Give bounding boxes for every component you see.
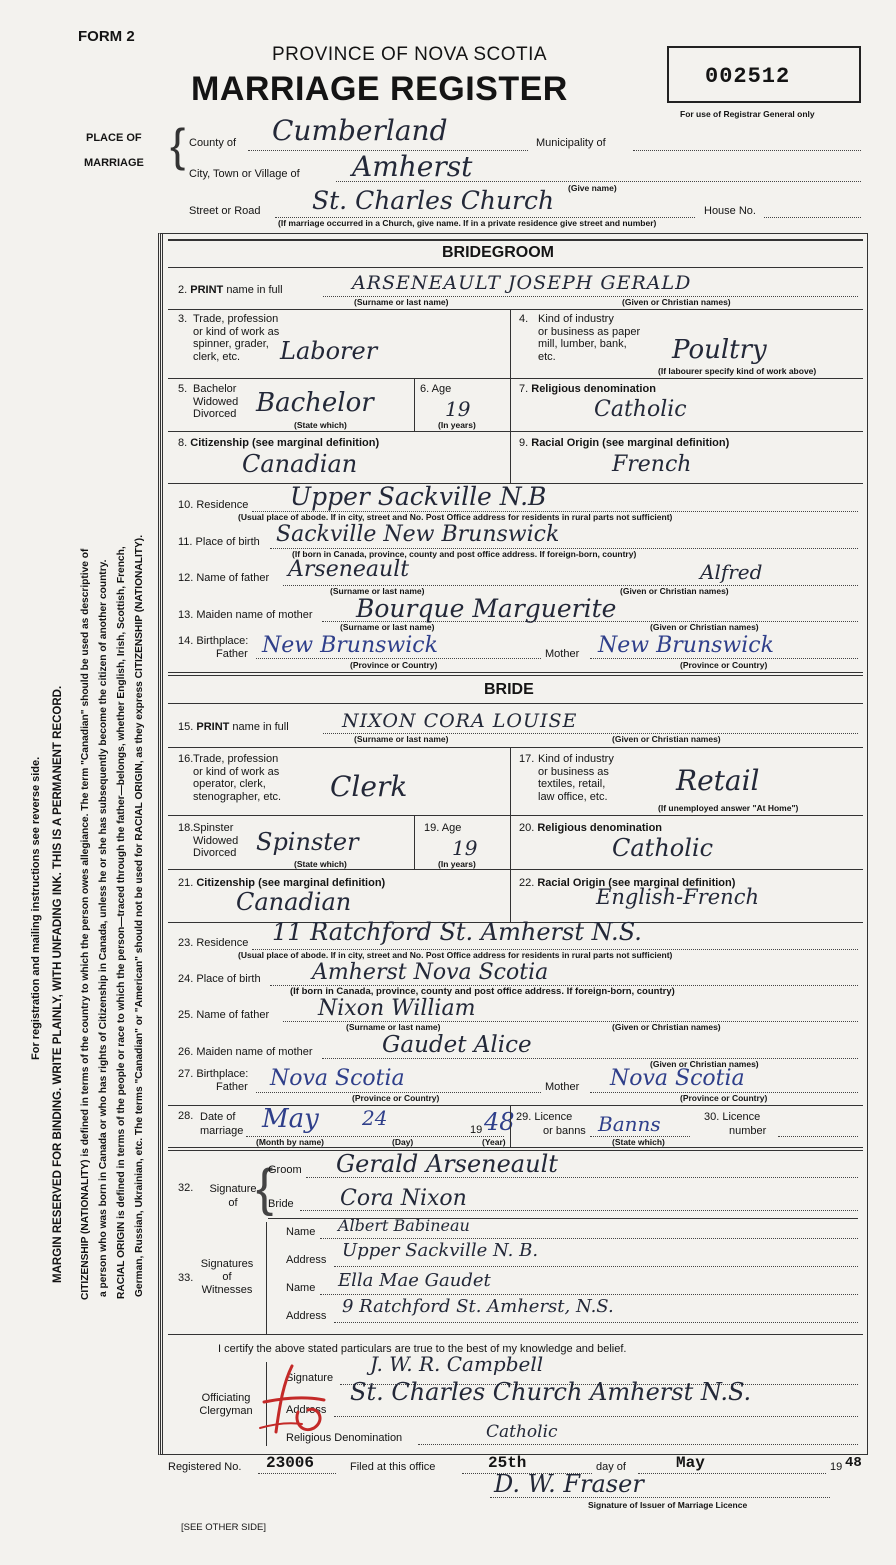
bride-mother-value: Gaudet Alice xyxy=(382,1032,532,1058)
groom-mother-surname-caption: (Surname or last name) xyxy=(340,622,435,632)
groom-birthplace-label: Birthplace: xyxy=(196,635,249,647)
groom-father-surname: Arseneault xyxy=(288,557,410,582)
labourer-note: (If labourer specify kind of work above) xyxy=(658,366,817,376)
bride-industry-value: Retail xyxy=(676,764,760,797)
bride-in-years: (In years) xyxy=(438,859,476,869)
groom-age-label: Age xyxy=(431,383,452,395)
bride-f16-num: 16. xyxy=(178,753,194,765)
give-name-caption: (Give name) xyxy=(568,183,617,193)
bride-mother-word: Mother xyxy=(545,1081,580,1093)
bride-residence-label: Residence xyxy=(196,937,249,949)
groom-given-caption: (Given or Christian names) xyxy=(622,297,731,307)
bride-religion-value: Catholic xyxy=(612,834,714,862)
bride-f18-line1: Spinster xyxy=(193,822,234,834)
date-label-1: Date of xyxy=(200,1111,236,1123)
clergy-signature: J. W. R. Campbell xyxy=(370,1352,544,1376)
witness2-address-label: Address xyxy=(286,1310,327,1322)
witness-label-1: Signatures xyxy=(200,1258,254,1270)
groom-mother-province-caption: (Province or Country) xyxy=(680,660,768,670)
bride-father-word: Father xyxy=(216,1081,248,1093)
groom-father-birthplace: New Brunswick xyxy=(262,633,438,658)
month-caption: (Month by name) xyxy=(256,1137,324,1147)
groom-citizenship-label: Citizenship (see marginal definition) xyxy=(190,437,380,449)
street-value: St. Charles Church xyxy=(312,186,555,215)
groom-sig-label: Groom xyxy=(268,1164,302,1176)
city-label: City, Town or Village of xyxy=(189,168,300,180)
bride-f15-num: 15. xyxy=(178,721,194,733)
groom-f11-num: 11. xyxy=(178,536,193,548)
bride-given-caption: (Given or Christian names) xyxy=(612,734,721,744)
groom-in-years: (In years) xyxy=(438,420,476,430)
margin-binding-note: MARGIN RESERVED FOR BINDING. WRITE PLAINLY, WITH UNFADING INK. THIS IS A PERMANENT RECORD. xyxy=(52,685,64,1283)
bride-state-which: (State which) xyxy=(294,859,347,869)
f28-num: 28. xyxy=(178,1110,194,1122)
licence-number-label-1: Licence xyxy=(722,1111,761,1123)
groom-name-value: ARSENEAULT JOSEPH GERALD xyxy=(352,272,692,294)
form-label: FORM 2 xyxy=(78,28,135,45)
licence-state-which: (State which) xyxy=(612,1137,665,1147)
bride-age-value: 19 xyxy=(452,836,478,860)
municipality-label: Municipality of xyxy=(536,137,606,149)
bride-f18-line3: Divorced xyxy=(193,847,237,859)
bride-heading: BRIDE xyxy=(484,681,534,698)
bride-f16-line4: stenographer, etc. xyxy=(193,790,282,803)
city-value: Amherst xyxy=(352,150,473,183)
day-of-label: day of xyxy=(596,1461,626,1473)
place-brace: { xyxy=(170,119,186,171)
bride-father-surname-caption: (Surname or last name) xyxy=(346,1022,441,1032)
sig-label-1: Signature xyxy=(209,1183,257,1195)
year-caption: (Year) xyxy=(482,1137,506,1147)
sig-label-2: of xyxy=(228,1197,238,1209)
bride-surname-caption: (Surname or last name) xyxy=(354,734,449,744)
certification-text: I certify the above stated particulars are true to the best of my knowledge and belief. xyxy=(218,1343,627,1355)
witness1-address: Upper Sackville N. B. xyxy=(342,1240,539,1261)
groom-father-given: Alfred xyxy=(700,560,763,584)
margin-racial-def-1: RACIAL ORIGIN is defined in terms of the people or race to which the person—traced through the father—belongs, whether English, Irish, Scottish, French, xyxy=(116,546,127,1299)
bride-residence-value: 11 Ratchford St. Amherst N.S. xyxy=(272,918,642,946)
bride-father-birthplace: Nova Scotia xyxy=(270,1066,405,1091)
groom-f12-num: 12. xyxy=(178,572,194,584)
groom-f7-num: 7. xyxy=(519,383,529,395)
witness2-name: Ella Mae Gaudet xyxy=(338,1270,491,1291)
filed-century: 19 xyxy=(830,1461,843,1473)
groom-f4-line2: or business as paper xyxy=(538,325,641,338)
bride-f18-num: 18. xyxy=(178,822,194,834)
place-label-1: PLACE OF xyxy=(86,132,142,144)
marriage-century: 19 xyxy=(470,1124,483,1136)
groom-birth-value: Sackville New Brunswick xyxy=(276,522,560,547)
bride-name-value: NIXON CORA LOUISE xyxy=(342,710,578,732)
bride-f17-num: 17. xyxy=(519,753,535,765)
groom-father-surname-caption: (Surname or last name) xyxy=(330,586,425,596)
groom-f4-line4: etc. xyxy=(538,350,556,363)
groom-residence-value: Upper Sackville N.B xyxy=(290,482,547,511)
groom-father-label: Name of father xyxy=(196,572,270,584)
bride-birth-label: Place of birth xyxy=(196,973,261,985)
groom-f9-num: 9. xyxy=(519,437,529,449)
margin-citizenship-def-2: a person who was born in Canada or who has rights of Citizenship in Canada, unless he or she has subsequently become the citizen of another country. xyxy=(98,559,109,1297)
officiating-label-2: Clergyman xyxy=(199,1405,253,1417)
groom-f3-num: 3. xyxy=(178,313,188,325)
witness-label-2: of xyxy=(222,1271,232,1283)
page-title: MARRIAGE REGISTER xyxy=(191,70,568,108)
see-other-side: [SEE OTHER SIDE] xyxy=(181,1522,266,1533)
bride-racial-label: Racial Origin (see marginal definition) xyxy=(537,877,736,889)
street-note: (If marriage occurred in a Church, give name. If in a private residence give street and number) xyxy=(278,218,657,228)
bride-f17-line1: Kind of industry xyxy=(538,753,614,765)
groom-f4-num: 4. xyxy=(519,313,529,325)
register-number: 002512 xyxy=(705,64,791,89)
bride-f18-line2: Widowed xyxy=(193,834,239,847)
bride-f27-num: 27. xyxy=(178,1068,194,1080)
clergy-denomination-label: Religious Denomination xyxy=(286,1432,403,1444)
groom-racial-label: Racial Origin (see marginal definition) xyxy=(531,437,730,449)
bride-f25-num: 25. xyxy=(178,1009,194,1021)
groom-f5-num: 5. xyxy=(178,383,188,395)
groom-surname-caption: (Surname or last name) xyxy=(354,297,449,307)
groom-mother-word: Mother xyxy=(545,648,580,660)
bride-f16-line1: Trade, profession xyxy=(193,753,279,765)
bride-father-province-caption: (Province or Country) xyxy=(352,1093,440,1103)
groom-residence-label: Residence xyxy=(196,499,249,511)
groom-age-value: 19 xyxy=(445,397,471,421)
bride-f22-num: 22. xyxy=(519,877,535,889)
bride-status-value: Spinster xyxy=(256,828,359,856)
bride-residence-caption: (Usual place of abode. If in city, street and No. Post Office address for residents in rural parts not sufficient) xyxy=(238,950,673,960)
bride-father-given-caption: (Given or Christian names) xyxy=(612,1022,721,1032)
bride-mother-label: Maiden name of mother xyxy=(196,1046,313,1058)
house-label: House No. xyxy=(704,205,756,217)
bride-racial-value: English-French xyxy=(596,885,759,909)
unemployed-note: (If unemployed answer "At Home") xyxy=(658,803,799,813)
bride-f16-line2: or kind of work as xyxy=(193,765,280,778)
groom-heading: BRIDEGROOM xyxy=(442,244,554,261)
red-initials-mark xyxy=(254,1362,338,1448)
street-label: Street or Road xyxy=(189,205,261,217)
witness1-address-label: Address xyxy=(286,1254,327,1266)
bride-f17-line3: textiles, retail, xyxy=(538,778,606,790)
groom-mother-given-caption: (Given or Christian names) xyxy=(650,622,759,632)
bride-father-value: Nixon William xyxy=(318,996,476,1021)
registered-number: 23006 xyxy=(266,1454,315,1472)
bride-f15-print: PRINT xyxy=(196,721,230,733)
groom-signature: Gerald Arseneault xyxy=(336,1150,558,1178)
groom-father-province-caption: (Province or Country) xyxy=(350,660,438,670)
groom-f5-line3: Divorced xyxy=(193,408,237,420)
groom-state-which: (State which) xyxy=(294,420,347,430)
bride-f23-num: 23. xyxy=(178,937,194,949)
bride-f15-label: name in full xyxy=(232,721,289,733)
bride-signature: Cora Nixon xyxy=(340,1186,467,1211)
bride-f19-num: 19. xyxy=(424,822,440,834)
groom-father-given-caption: (Given or Christian names) xyxy=(620,586,729,596)
bride-f21-num: 21. xyxy=(178,877,194,889)
bride-f17-line4: law office, etc. xyxy=(538,790,608,803)
groom-industry-value: Poultry xyxy=(672,335,767,365)
witness-label-3: Witnesses xyxy=(201,1284,253,1296)
witness1-name: Albert Babineau xyxy=(338,1216,470,1235)
filed-year: 48 xyxy=(845,1455,862,1471)
margin-instructions: For registration and mailing instructions see reverse side. xyxy=(30,756,42,1060)
witness1-name-label: Name xyxy=(286,1226,316,1238)
bride-birth-caption: (If born in Canada, province, county and post office address. If foreign-born, country) xyxy=(290,986,675,997)
bride-birthplace-label: Birthplace: xyxy=(196,1068,249,1080)
registrar-note: For use of Registrar General only xyxy=(680,109,815,119)
issuer-signature: D. W. Fraser xyxy=(494,1470,644,1498)
groom-racial-value: French xyxy=(612,452,692,477)
filed-month: May xyxy=(676,1454,705,1472)
bride-f20-num: 20. xyxy=(519,822,535,834)
groom-birth-caption: (If born in Canada, province, county and post office address. If foreign-born, country) xyxy=(292,549,637,559)
bride-citizenship-label: Citizenship (see marginal definition) xyxy=(196,877,386,889)
groom-mother-label: Maiden name of mother xyxy=(196,609,313,621)
clergy-address-label: Address xyxy=(286,1404,327,1416)
groom-f8-num: 8. xyxy=(178,437,188,449)
licence-label-2: or banns xyxy=(543,1125,586,1137)
bride-birth-value: Amherst Nova Scotia xyxy=(312,960,549,985)
bride-citizenship-value: Canadian xyxy=(236,888,352,916)
marriage-day-value: 24 xyxy=(362,1106,388,1130)
licence-number-label-2: number xyxy=(729,1125,767,1137)
groom-status-value: Bachelor xyxy=(256,388,374,418)
bride-age-label: Age xyxy=(441,822,462,834)
sig-brace: { xyxy=(256,1159,274,1217)
groom-f3-line2: or kind of work as xyxy=(193,325,280,338)
groom-residence-caption: (Usual place of abode. If in city, street and No. Post Office address for residents in rural parts not sufficient) xyxy=(238,512,673,522)
groom-f5-line1: Bachelor xyxy=(193,383,237,395)
bride-f26-num: 26. xyxy=(178,1046,194,1058)
clergy-signature-label: Signature xyxy=(286,1372,334,1384)
bride-mother-birthplace: Nova Scotia xyxy=(610,1066,745,1091)
filed-day: 25th xyxy=(488,1454,527,1472)
bride-trade-value: Clerk xyxy=(330,770,408,803)
f30-num: 30. xyxy=(704,1111,720,1123)
licence-label-1: Licence xyxy=(534,1111,573,1123)
groom-f3-line4: clerk, etc. xyxy=(193,350,241,363)
witness2-address: 9 Ratchford St. Amherst, N.S. xyxy=(342,1296,614,1317)
registered-label: Registered No. xyxy=(168,1461,242,1473)
officiating-label-1: Officiating xyxy=(201,1392,251,1404)
clergy-address: St. Charles Church Amherst N.S. xyxy=(350,1378,752,1406)
groom-birth-label: Place of birth xyxy=(195,536,260,548)
groom-mother-value: Bourque Marguerite xyxy=(356,594,617,623)
groom-father-word: Father xyxy=(216,648,248,660)
bride-mother-province-caption: (Province or Country) xyxy=(680,1093,768,1103)
clergy-denomination: Catholic xyxy=(486,1422,558,1442)
groom-f2-label: name in full xyxy=(226,284,283,296)
groom-f3-line1: Trade, profession xyxy=(193,313,279,325)
filed-label: Filed at this office xyxy=(350,1461,436,1473)
marriage-year-value: 48 xyxy=(484,1108,515,1136)
date-label-2: marriage xyxy=(200,1125,244,1137)
bride-father-label: Name of father xyxy=(196,1009,270,1021)
bride-f16-line3: operator, clerk, xyxy=(193,778,266,790)
groom-f4-line1: Kind of industry xyxy=(538,313,614,325)
groom-religion-label: Religious denomination xyxy=(531,383,656,395)
county-value: Cumberland xyxy=(272,114,448,147)
groom-f10-num: 10. xyxy=(178,499,194,511)
bride-religion-label: Religious denomination xyxy=(537,822,663,834)
licence-value: Banns xyxy=(598,1112,661,1136)
groom-f2-print: PRINT xyxy=(190,284,224,296)
margin-citizenship-def-1: CITIZENSHIP (NATIONALITY) is defined in terms of the country to which the person owes allegiance. The term "Canadian" should be used as descriptive of xyxy=(80,548,91,1300)
witness2-name-label: Name xyxy=(286,1282,316,1294)
issuer-caption: Signature of Issuer of Marriage Licence xyxy=(588,1500,748,1510)
groom-f14-num: 14. xyxy=(178,635,194,647)
groom-f4-line3: mill, lumber, bank, xyxy=(538,338,627,350)
groom-trade-value: Laborer xyxy=(280,337,378,365)
bride-f24-num: 24. xyxy=(178,973,194,985)
f32-num: 32. xyxy=(178,1182,194,1194)
groom-citizenship-value: Canadian xyxy=(242,450,358,478)
place-label-2: MARRIAGE xyxy=(84,157,144,169)
groom-f5-line2: Widowed xyxy=(193,395,239,408)
groom-f3-line3: spinner, grader, xyxy=(193,338,269,350)
groom-f13-num: 13. xyxy=(178,609,194,621)
bride-sig-label: Bride xyxy=(268,1198,294,1210)
groom-f2-num: 2. xyxy=(178,284,188,296)
register-number-box xyxy=(667,46,861,103)
marriage-month-value: May xyxy=(262,1104,319,1134)
bride-mother-given-caption: (Given or Christian names) xyxy=(650,1059,759,1069)
county-label: County of xyxy=(189,137,237,149)
f33-num: 33. xyxy=(178,1272,194,1284)
day-caption: (Day) xyxy=(392,1137,414,1147)
margin-racial-def-2: German, Russian, Ukrainian, etc. The terms "Canadian" or "American" should not be used for RACIAL ORIGIN, as they express CITIZENSHIP (NATIONALITY). xyxy=(134,534,145,1297)
bride-f17-line2: or business as xyxy=(538,765,609,778)
province-heading: PROVINCE OF NOVA SCOTIA xyxy=(272,44,548,65)
groom-religion-value: Catholic xyxy=(594,397,687,422)
f29-num: 29. xyxy=(516,1111,532,1123)
groom-mother-birthplace: New Brunswick xyxy=(598,633,774,658)
groom-f6-num: 6. xyxy=(420,383,430,395)
